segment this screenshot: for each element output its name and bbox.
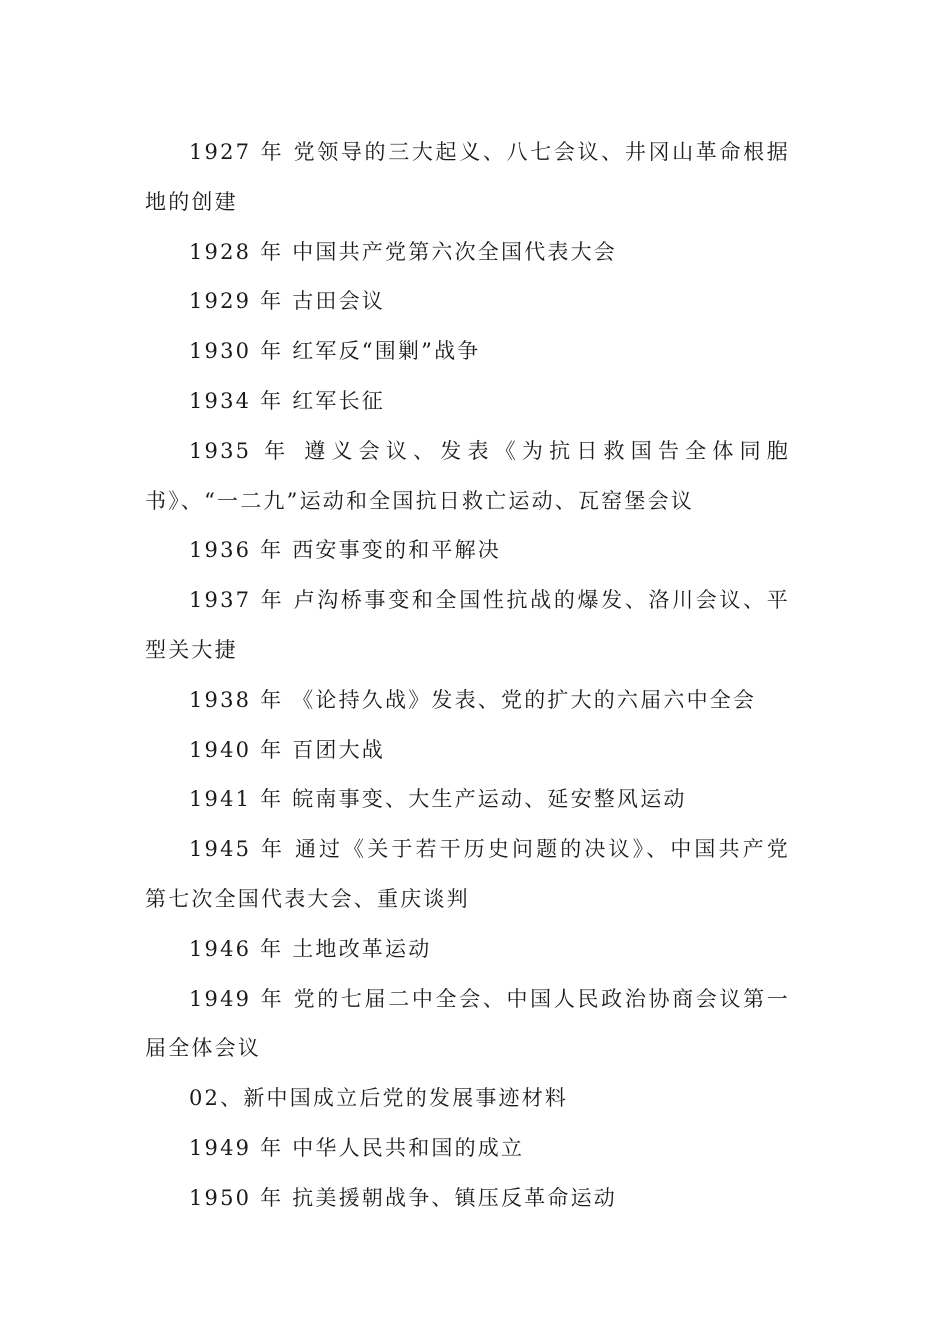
paragraph: 1927 年 党领导的三大起义、八七会议、井冈山革命根据地的创建: [145, 140, 790, 214]
paragraph: 1941 年 皖南事变、大生产运动、延安整风运动: [189, 787, 687, 812]
paragraph: 1938 年 《论持久战》发表、党的扩大的六届六中全会: [189, 687, 757, 712]
paragraph: 1930 年 红军反“围剿”战争: [189, 339, 481, 364]
paragraph: 1940 年 百团大战: [189, 737, 385, 762]
paragraph: 1946 年 土地改革运动: [189, 936, 432, 961]
paragraph: 1937 年 卢沟桥事变和全国性抗战的爆发、洛川会议、平型关大捷: [145, 588, 790, 662]
paragraph: 1945 年 通过《关于若干历史问题的决议》、中国共产党第七次全国代表大会、重庆谈判: [145, 837, 790, 911]
paragraph: 1929 年 古田会议: [189, 289, 385, 314]
paragraph: 1949 年 中华人民共和国的成立: [189, 1135, 525, 1160]
paragraph: 1949 年 党的七届二中全会、中国人民政治协商会议第一届全体会议: [145, 986, 790, 1061]
document-body: [145, 128, 790, 1224]
paragraph: 1934 年 红军长征: [189, 388, 385, 413]
section-heading: 02、新中国成立后党的发展事迹材料: [189, 1086, 569, 1111]
paragraph: 1950 年 抗美援朝战争、镇压反革命运动: [189, 1185, 617, 1210]
paragraph: 1936 年 西安事变的和平解决: [189, 538, 501, 563]
paragraph: 1928 年 中国共产党第六次全国代表大会: [189, 239, 617, 264]
paragraph: 1935 年 遵义会议、发表《为抗日救国告全体同胞书》、“一二九”运动和全国抗日救亡运动、瓦窑堡会议: [145, 438, 790, 513]
